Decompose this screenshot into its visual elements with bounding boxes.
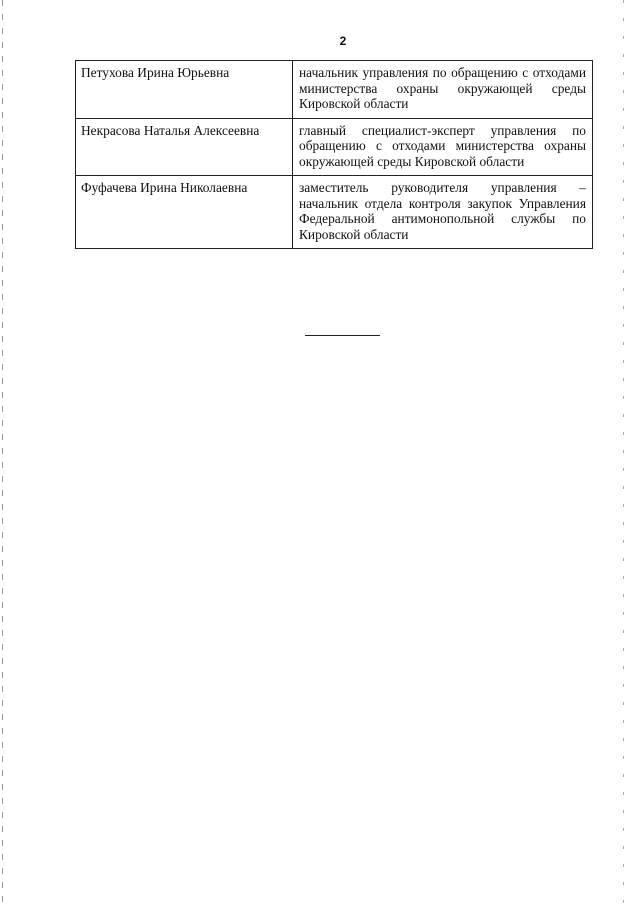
members-table (75, 60, 593, 249)
end-of-document-line (305, 335, 380, 336)
table-row (76, 61, 593, 119)
member-name: Петухова Ирина Юрьевна (76, 61, 293, 119)
member-position: начальник управления по обращению с отходами министерства охраны окружающей среды Кировской области (293, 61, 593, 119)
table-row (76, 118, 593, 176)
member-position: заместитель руководителя управления – начальник отдела контроля закупок Управления Федеральной антимонопольной службы по Кировской области (293, 176, 593, 249)
scan-edge-right (623, 0, 624, 905)
member-name: Фуфачева Ирина Николаевна (76, 176, 293, 249)
member-name: Некрасова Наталья Алексеевна (76, 118, 293, 176)
scan-edge-left (2, 0, 3, 905)
page-number: 2 (339, 34, 347, 48)
member-position: главный специалист-эксперт управления по обращению с отходами министерства охраны окружающей среды Кировской области (293, 118, 593, 176)
table-row (76, 176, 593, 249)
